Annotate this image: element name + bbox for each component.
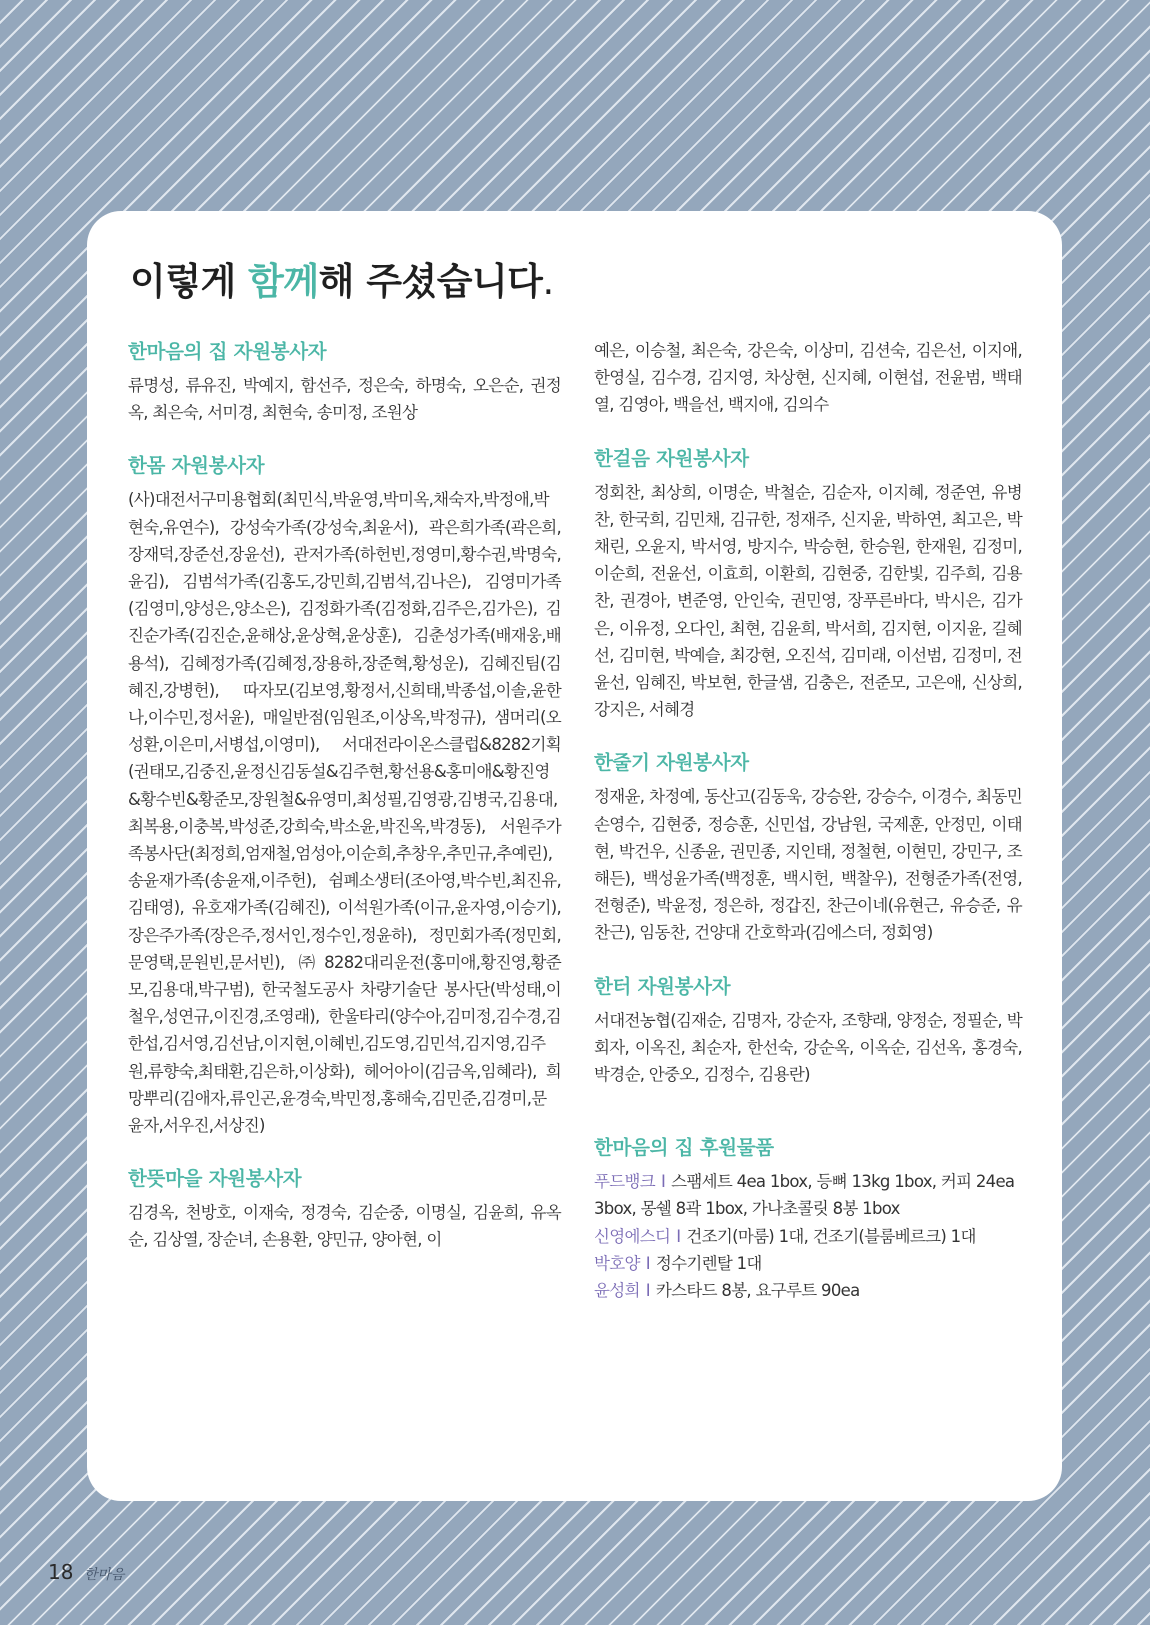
- magazine-logo: 한마음: [83, 1567, 125, 1583]
- section-text: 정회찬, 최상희, 이명순, 박철순, 김순자, 이지혜, 정준연, 유병찬, 한국희, 김민채, 김규한, 정재주, 신지윤, 박하연, 최고은, 박채린, 오윤지, 박서영, 방지수, 박승현, 한승원, 한재원, 김정미, 이순희, 전윤선, 이효희, 이환희, 김현중, 김한빛, 김주희, 김용찬, 권경아, 변준영, 안인숙, 권민영, 장푸른바다, 박시은, 김가은, 이유정, 오다인, 최현, 김윤희, 박서희, 김지현, 이지윤, 길혜선, 김미현, 박예슬, 최강현, 오진석, 김미래, 이선범, 김정미, 전윤선, 임혜진, 박보현, 한글샘, 김충은, 전준모, 고은애, 신상희, 강지은, 서혜경: [594, 482, 1022, 720]
- section-heading: 한걸음 자원봉사자: [594, 446, 749, 470]
- section-heading: 한줄기 자원봉사자: [594, 751, 749, 775]
- page-number: 18: [48, 1560, 74, 1584]
- section-hanmom-volunteers: [128, 452, 561, 1139]
- separator: I: [645, 1253, 650, 1273]
- title-post: 해 주셨습니다: [318, 260, 543, 303]
- donor-name: 박호양: [594, 1253, 640, 1273]
- donated-items: 카스타드 8봉, 요구루트 90ea: [655, 1281, 860, 1301]
- separator: I: [660, 1172, 666, 1192]
- separator: I: [676, 1226, 681, 1246]
- section-heading: 한마음의 집 자원봉사자: [128, 340, 327, 363]
- section-heading: 한뜻마을 자원봉사자: [128, 1167, 302, 1191]
- donation-item: [594, 1223, 1022, 1250]
- donor-name: 신영에스디: [594, 1226, 671, 1246]
- donated-items: 건조기(마룸) 1대, 건조기(블룸베르크) 1대: [686, 1226, 976, 1246]
- donation-item: [594, 1250, 1022, 1277]
- title-pre: 이렇게: [130, 260, 249, 303]
- section-hanmaeum-volunteers: [128, 338, 561, 426]
- section-text: (사)대전서구미용협회(최민식,박윤영,박미옥,채숙자,박정애,박현숙,유연수), 강성숙가족(강성숙,최윤서), 곽은희가족(곽은희,장재덕,장준선,장윤선), 관저가족(하헌빈,정영미,황수권,박명숙,윤김), 김범석가족(김홍도,강민희,김범석,김나은), 김영미가족(김영미,양성은,양소은), 김정화가족(김정화,김주은,김가은), 김진순가족(김진순,윤해상,윤상혁,윤상훈), 김춘성가족(배재웅,배용석), 김혜정가족(김혜정,장용하,장준혁,황성운), 김혜진팀(김혜진,강병헌), 따자모(김보영,황정서,신희태,박종섭,이솔,윤한나,이수민,정서윤), 매일반점(임원조,이상옥,박정규), 샘머리(오성환,이은미,서병섭,이영미), 서대전라이온스클럽&8282기획(권태모,김중진,윤정신김동설&김주현,황선용&홍미애&황진영&황수빈&황준모,장원철&유영미,최성필,김영광,김병국,김용대,최복용,이충복,박성준,강희숙,박소윤,박진옥,박경동), 서원주가족봉사단(최정희,엄재철,엄성아,이순희,추창우,추민규,추예린), 송윤재가족(송윤재,이주헌), 쉼폐소생터(조아영,박수빈,최진유,김태영), 유호재가족(김혜진), 이석원가족(이규,윤자영,이승기), 장은주가족(장은주,정서인,정수인,정윤하), 정민회가족(정민회,문영택,문원빈,문서빈), ㈜8282대리운전(홍미애,황진영,황준모,김용대,박구범), 한국철도공사 차량기술단 봉사단(박성태,이철우,성연규,이진경,조영래), 한울타리(양수아,김미정,김수경,김한섭,김서영,김선남,이지현,이혜빈,김도영,김민석,김지영,김주원,류향숙,최태환,김은하,이상화), 헤어아이(김금옥,임혜라), 희망뿌리(김애자,류인곤,윤경숙,박민정,홍해숙,김민준,김경미,문윤자,서우진,서상진): [128, 490, 561, 1136]
- spacer: [594, 1114, 1022, 1134]
- section-text: 정재윤, 차정예, 동산고(김동욱, 강승완, 강승수, 이경수, 최동민 손영수, 김현중, 정승훈, 신민섭, 강남원, 국제훈, 안정민, 이태현, 박건우, 신종윤, 권민종, 지인태, 정철현, 이현민, 강민구, 조해든), 백성윤가족(백정훈, 백시헌, 백찰우), 전형준가족(전영, 전형준), 박윤정, 정은하, 정갑진, 찬근이네(유현근, 유승준, 유찬근), 임동찬, 건양대 간호학과(김에스더, 정회영): [594, 787, 1022, 943]
- separator: I: [645, 1281, 650, 1301]
- donated-items: 정수기렌탈 1대: [655, 1253, 762, 1273]
- page-title: [130, 251, 554, 305]
- section-heading: 한마음의 집 후원물품: [594, 1136, 774, 1160]
- section-heading: 한터 자원봉사자: [594, 974, 731, 998]
- donor-name: 푸드뱅크: [594, 1172, 655, 1192]
- section-text: 류명성, 류유진, 박예지, 함선주, 정은숙, 하명숙, 오은순, 권정옥, 최은숙, 서미경, 최현숙, 송미정, 조원상: [128, 376, 561, 423]
- section-text: 서대전농협(김재순, 김명자, 강순자, 조향래, 양정순, 정필순, 박회자, 이옥진, 최순자, 한선숙, 강순옥, 이옥순, 김선옥, 홍경숙, 박경순, 안중오, 김정수, 김용란): [594, 1010, 1022, 1085]
- page-footer: [48, 1560, 124, 1584]
- section-text: 김경옥, 천방호, 이재숙, 정경숙, 김순중, 이명실, 김윤희, 유옥순, 김상열, 장순녀, 손용환, 양민규, 양아현, 이: [128, 1203, 561, 1250]
- section-hanteo-volunteers: [594, 973, 1022, 1089]
- section-heading: 한몸 자원봉사자: [128, 454, 265, 478]
- donor-name: 윤성희: [594, 1281, 640, 1301]
- section-hantteutmaeul-volunteers: [128, 1165, 561, 1253]
- title-accent: 함께: [248, 260, 319, 303]
- donation-item: [594, 1277, 1022, 1304]
- title-dot: .: [542, 260, 554, 303]
- section-hangeoreum-volunteers: [594, 445, 1022, 724]
- left-column: [128, 338, 561, 1280]
- donation-item: [594, 1168, 1022, 1222]
- right-column: [594, 338, 1022, 1330]
- section-hantteutmaeul-continued: [594, 337, 1022, 419]
- content-card: [87, 211, 1062, 1501]
- section-text-continued: 예은, 이승철, 최은숙, 강은숙, 이상미, 김션숙, 김은선, 이지애, 한영실, 김수경, 김지영, 차상현, 신지혜, 이현섭, 전윤범, 백태열, 김영아, 백을선, 백지애, 김의수: [594, 341, 1022, 415]
- section-hanjulgi-volunteers: [594, 749, 1022, 946]
- donated-items: 스팸세트 4ea 1box, 등뼈 13kg 1box, 커피 24ea 3box, 몽쉘 8곽 1box, 가나초콜릿 8봉 1box: [594, 1172, 1015, 1219]
- section-donations: [594, 1134, 1022, 1304]
